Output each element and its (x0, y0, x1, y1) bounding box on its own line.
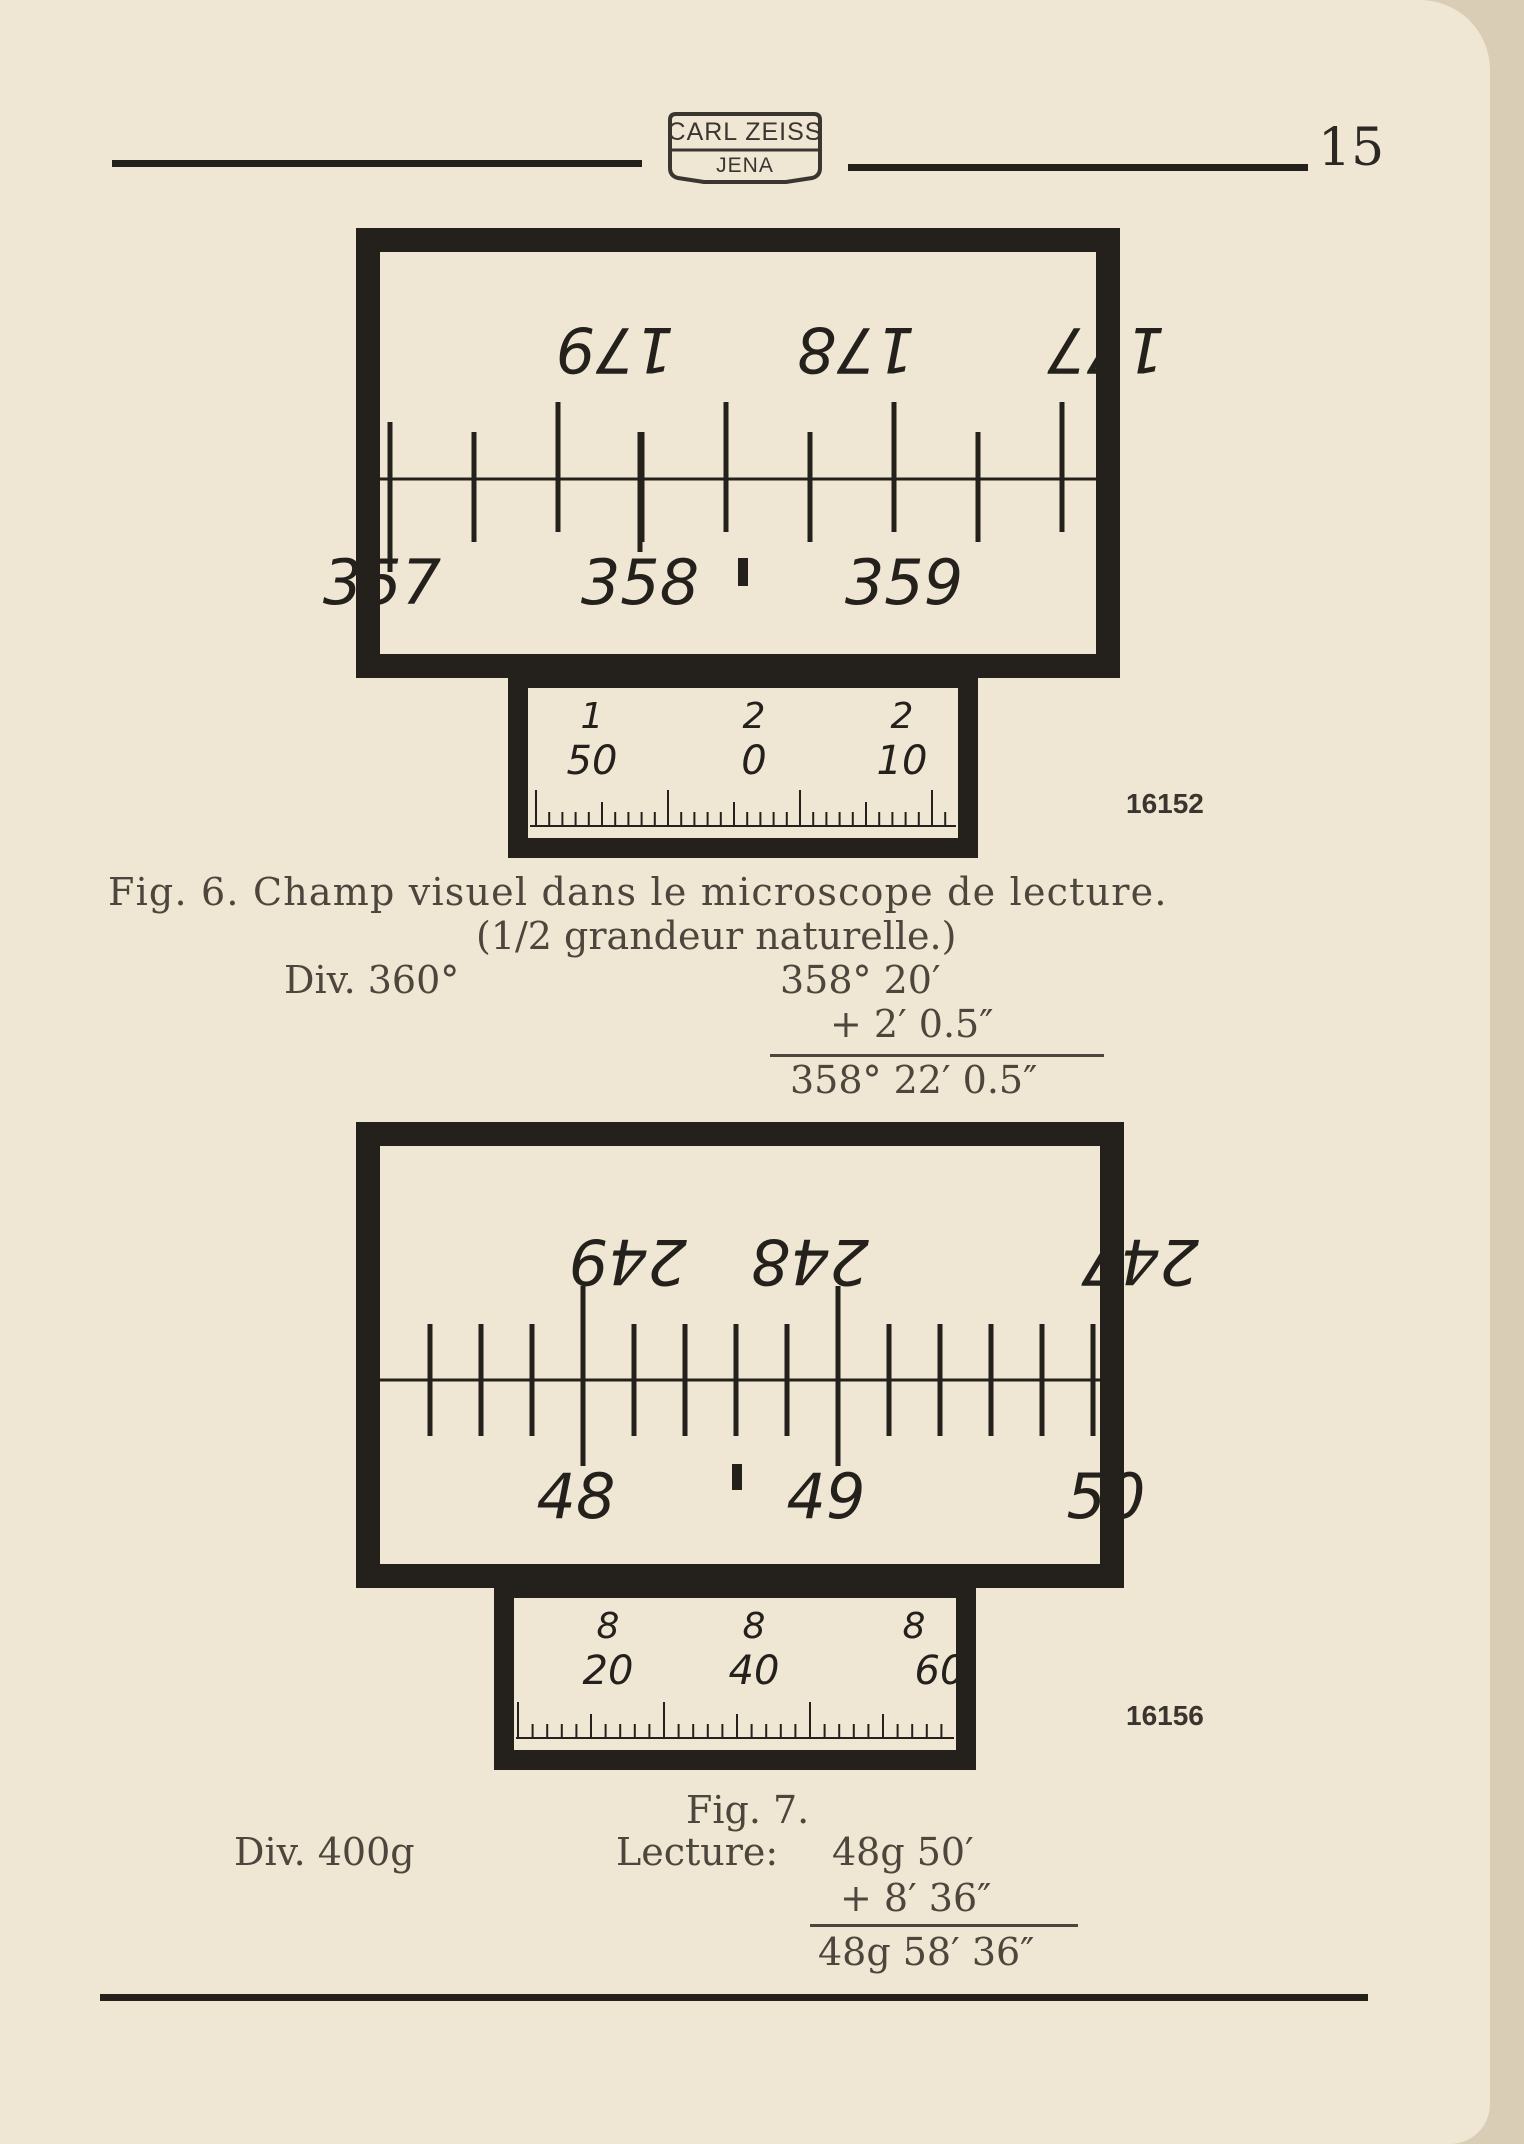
fig7-caption: Fig. 7. (686, 1788, 810, 1832)
fig6-sum-rule (770, 1054, 1104, 1057)
footer-rule (100, 1994, 1368, 2001)
fig7-division: Div. 400g (234, 1830, 415, 1874)
fig7-micro-top-1: 8 (596, 1606, 620, 1647)
fig6-lower-label-1: 357 (322, 546, 442, 619)
fig6-micrometer-window (508, 668, 978, 858)
fig6-calc-total: 358° 22′ 0.5″ (790, 1058, 1038, 1102)
fig7-lower-label-2: 49 (786, 1460, 866, 1533)
logo-text-carl-zeiss: CARL ZEISS (667, 118, 823, 146)
logo-text-jena: JENA (716, 154, 774, 177)
fig6-field-of-view (322, 228, 1166, 678)
fig6-micro-mid-3: 10 (876, 738, 928, 784)
page-number: 15 (1318, 118, 1385, 178)
fig7-micro-mid-1: 20 (582, 1648, 634, 1694)
fig6-caption: Fig. 6. Champ visuel dans le microscope de lecture. (108, 870, 1168, 914)
fig6-micrometer-scale (528, 688, 958, 838)
fig6-micro-mid-1: 50 (566, 738, 618, 784)
fig7-micrometer-scale (514, 1598, 966, 1750)
zeiss-logo (666, 110, 824, 188)
fig6-upper-label-3: 177 (1046, 313, 1166, 386)
fig7-upper-label-2: 248 (750, 1225, 870, 1298)
fig7-upper-label-3: 247 (1080, 1225, 1200, 1298)
fig7-micro-mid-2: 40 (728, 1648, 780, 1694)
fig6-calc-row2: + 2′ 0.5″ (830, 1002, 994, 1046)
fig6-graduation (322, 252, 1166, 654)
fig6-upper-label-2: 178 (796, 313, 916, 386)
fig6-lower-label-3: 359 (844, 546, 964, 619)
fig6-micro-top-1: 1 (580, 696, 604, 737)
fig7-micro-top-2: 8 (742, 1606, 766, 1647)
fig7-micrometer-window (494, 1578, 976, 1770)
fig7-graduation (380, 1146, 1200, 1564)
fig6-plate-number: 16152 (1126, 788, 1204, 819)
fig7-lower-label-1: 48 (536, 1460, 616, 1533)
fig7-plate-number: 16156 (1126, 1700, 1204, 1731)
fig7-field-of-view (356, 1122, 1200, 1588)
fig7-calc-row1: 48g 50′ (832, 1830, 974, 1874)
fig6-division: Div. 360° (284, 958, 460, 1002)
fig6-micro-top-2: 2 (742, 696, 766, 737)
fig7-micro-top-3: 8 (902, 1606, 926, 1647)
fig7-upper-label-1: 249 (568, 1225, 688, 1298)
fig7-calc-total: 48g 58′ 36″ (818, 1930, 1035, 1974)
fig7-lower-label-3: 50 (1066, 1460, 1146, 1533)
fig7-micro-mid-3: 60 (914, 1648, 966, 1694)
fig7-reading-label: Lecture: (616, 1830, 779, 1874)
fig7-sum-rule (810, 1924, 1078, 1927)
fig6-caption-scale: (1/2 grandeur naturelle.) (476, 914, 957, 958)
header-rule-left (112, 160, 642, 167)
fig7-calc-row2: + 8′ 36″ (840, 1876, 992, 1920)
fig6-lower-label-2: 358 (580, 546, 700, 619)
fig6-micro-top-3: 2 (890, 696, 914, 737)
fig6-upper-label-1: 179 (555, 313, 675, 386)
fig6-calc-row1: 358° 20′ (780, 958, 941, 1002)
fig6-micro-mid-2: 0 (741, 738, 767, 784)
header-rule-right (848, 164, 1308, 171)
